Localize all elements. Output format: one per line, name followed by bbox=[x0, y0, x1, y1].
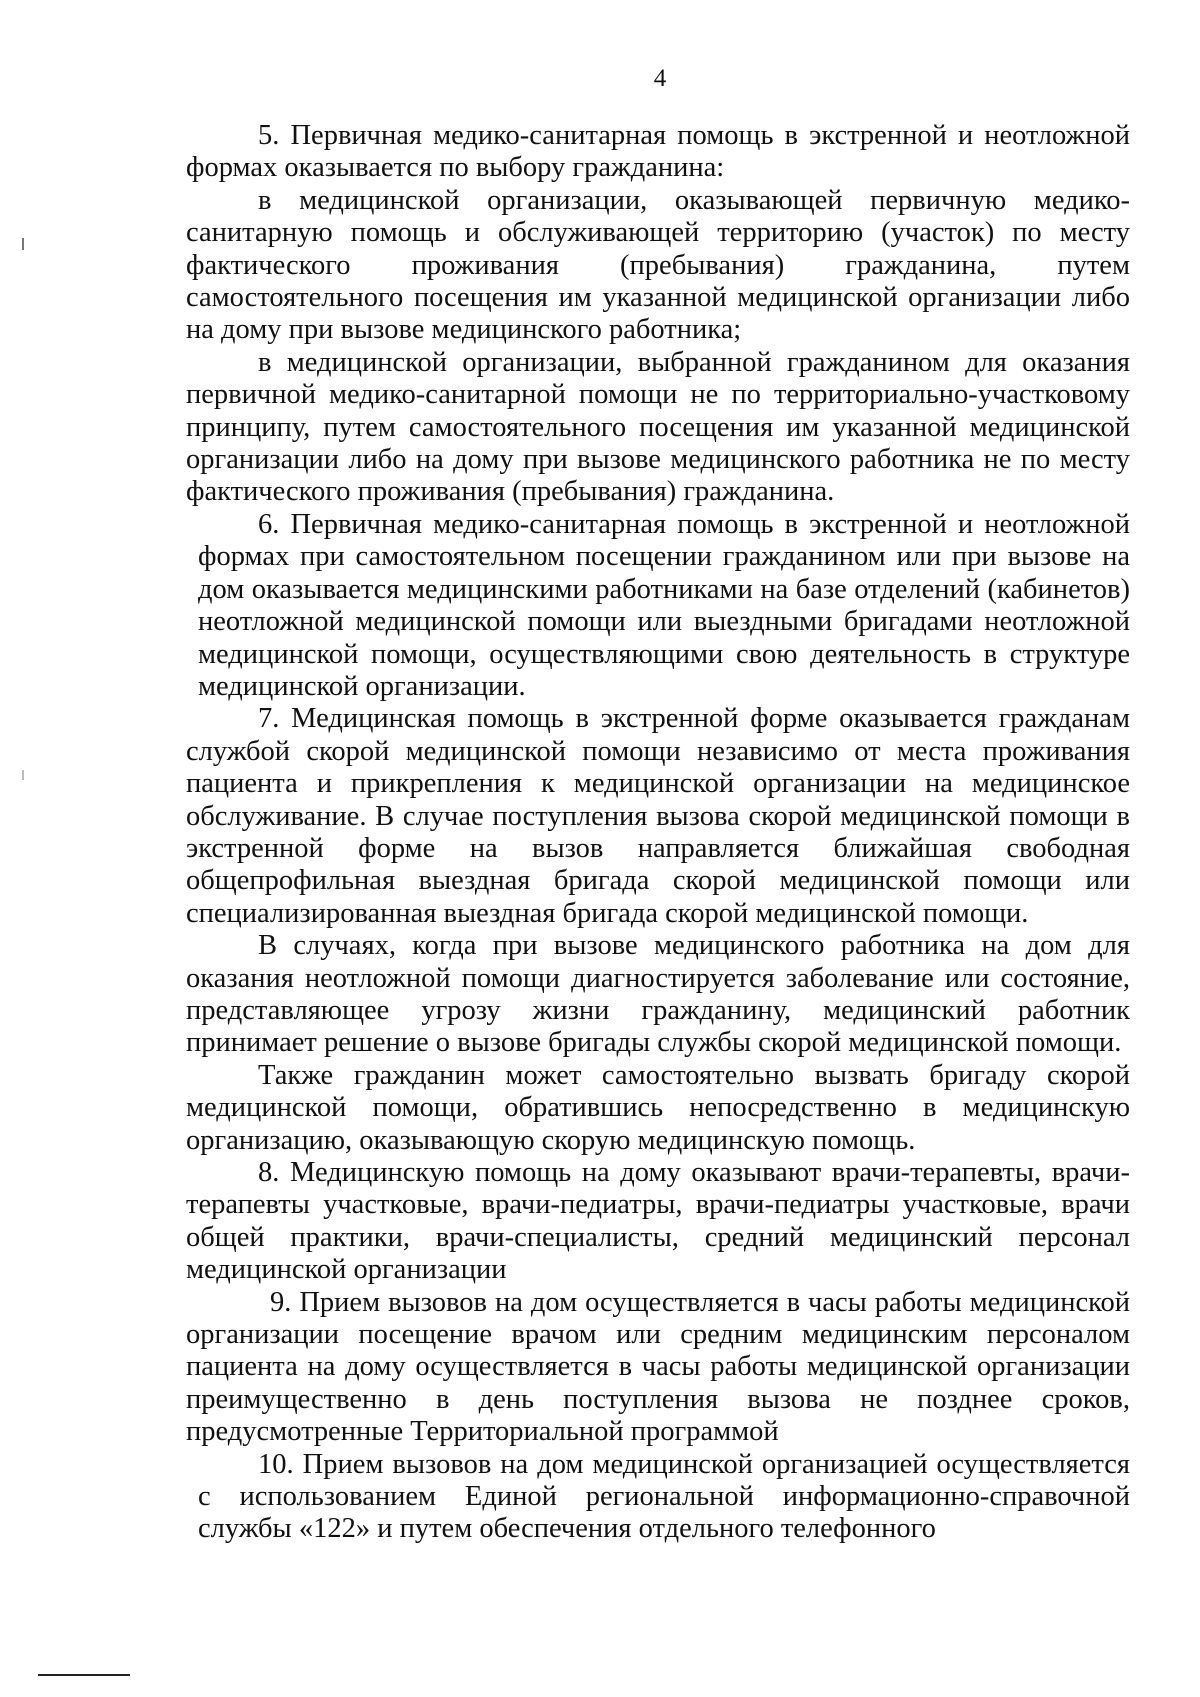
paragraph-9: 9. Прием вызовов на дом осуществляется в часы работы медицинской организации посещение врачом или средним медицинским персоналом пациента на дому осуществляется в часы работы медицинской организации преимущественно в день поступления вызова не позднее сроков, предусмотренные Территориальной программой bbox=[186, 1286, 1130, 1448]
paragraph-5-option-1: в медицинской организации, оказывающей первичную медико-санитарную помощь и обслуживающей территорию (участок) по месту фактического проживания (пребывания) гражданина, путем самостоятельного посещения им указанной медицинской организации либо на дому при вызове медицинского работника; bbox=[186, 184, 1130, 346]
paragraph-5-option-2: в медицинской организации, выбранной гражданином для оказания первичной медико-санитарной помощи не по территориально-участковому принципу, путем самостоятельного посещения им указанной медицинской организации либо на дому при вызове медицинского работника не по месту фактического проживания (пребывания) гражданина. bbox=[186, 346, 1130, 508]
paragraph-6: 6. Первичная медико-санитарная помощь в экстренной и неотложной формах при самостоятельном посещении гражданином или при вызове на дом оказывается медицинскими работниками на базе отделений (кабинетов) неотложной медицинской помощи или выездными бригадами неотложной медицинской помощи, осуществляющими свою деятельность в структуре медицинской организации. bbox=[198, 508, 1130, 702]
paragraph-7: 7. Медицинская помощь в экстренной форме оказывается гражданам службой скорой медицинской помощи независимо от места проживания пациента и прикрепления к медицинской организации на медицинское обслуживание. В случае поступления вызова скорой медицинской помощи в экстренной форме на вызов направляется ближайшая свободная общепрофильная выездная бригада скорой медицинской помощи или специализированная выездная бригада скорой медицинской помощи. bbox=[186, 703, 1130, 929]
paragraph-8: 8. Медицинскую помощь на дому оказывают врачи-терапевты, врачи-терапевты участковые, врачи-педиатры, врачи-педиатры участковые, врачи общей практики, врачи-специалисты, средний медицинский персонал медицинской организации bbox=[186, 1157, 1130, 1286]
margin-scan-mark bbox=[22, 238, 24, 250]
footnote-rule bbox=[38, 1674, 130, 1676]
paragraph-7-cases: В случаях, когда при вызове медицинского работника на дом для оказания неотложной помощи диагностируется заболевание или состояние, представляющее угрозу жизни гражданину, медицинский работник принимает решение о вызове бригады службы скорой медицинской помощи. bbox=[186, 930, 1130, 1059]
margin-scan-mark bbox=[22, 770, 24, 780]
page-number: 4 bbox=[653, 65, 667, 92]
paragraph-7-self-call: Также гражданин может самостоятельно вызвать бригаду скорой медицинской помощи, обратившись непосредственно в медицинскую организацию, оказывающую скорую медицинскую помощь. bbox=[186, 1059, 1130, 1156]
document-body bbox=[186, 120, 1130, 1546]
paragraph-5: 5. Первичная медико-санитарная помощь в экстренной и неотложной формах оказывается по выбору гражданина: bbox=[186, 120, 1130, 184]
paragraph-10: 10. Прием вызовов на дом медицинской организацией осуществляется с использованием Единой региональной информационно-справочной службы «122» и путем обеспечения отдельного телефонного bbox=[198, 1448, 1130, 1545]
